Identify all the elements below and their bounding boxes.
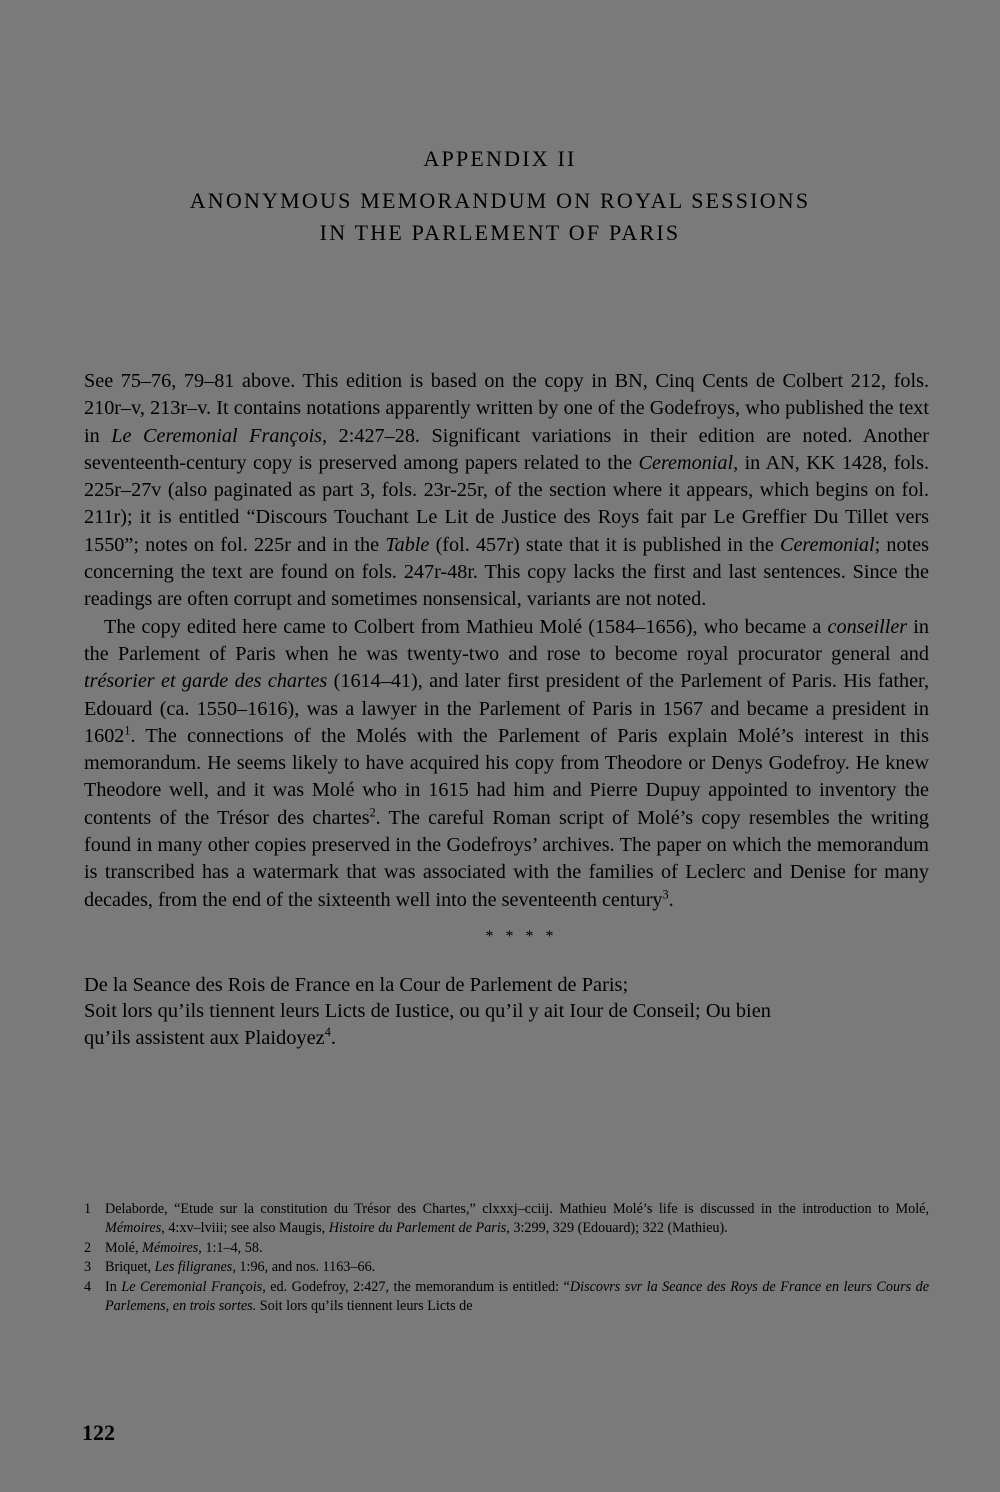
- title-line-1: ANONYMOUS MEMORANDUM ON ROYAL SESSIONS: [189, 188, 811, 213]
- paragraph-1: [84, 368, 929, 614]
- footnote-number: 4: [84, 1278, 92, 1295]
- text-run: .: [668, 888, 674, 911]
- footnote-ref: 2: [369, 805, 376, 820]
- italic-title: Mémoires: [142, 1239, 199, 1256]
- text-run: See 75–76, 79–81 above. This edition is based on the copy in BN, Cinq Cents de Colbert 212, fols. 210r–v, 213r–v. It contains notations apparently written by one of the Godefroys, who published the text in: [84, 370, 929, 447]
- title-line-2: IN THE PARLEMENT OF PARIS: [319, 220, 681, 245]
- italic-title: Table: [385, 533, 430, 556]
- document-title: [84, 972, 929, 1052]
- text-run: Soit lors qu’ils tiennent leurs Licts de: [256, 1298, 473, 1315]
- section-separator: * * * *: [485, 927, 558, 945]
- italic-title: Le Ceremonial François: [121, 1278, 263, 1295]
- footnote-ref: 4: [324, 1025, 331, 1040]
- paragraph-2: [84, 614, 929, 914]
- body-text: [84, 368, 929, 1051]
- page-number: 122: [82, 1420, 115, 1445]
- text-run: , 1:1–4, 58.: [198, 1239, 263, 1256]
- text-run: Molé,: [105, 1239, 143, 1256]
- italic-term: trésorier et garde des chartes: [84, 670, 328, 693]
- text-run: qu’ils assistent aux Plaidoyez: [84, 1026, 325, 1049]
- text-run: (fol. 457r) state that it is published in the: [429, 533, 780, 556]
- italic-title: Histoire du Parlement de Paris: [328, 1220, 507, 1237]
- italic-title: Les filigranes: [154, 1259, 233, 1276]
- text-run: ; notes concerning the text are found on fols. 247r-48r. This copy lacks the first and last sentences. Since the readings are often corrupt and sometimes nonsensical, variants are not noted.: [84, 533, 929, 611]
- footnote: [84, 1239, 929, 1258]
- text-run: . The careful Roman script of Molé’s copy resembles the writing found in many other copies preserved in the Godefroys’ archives. The paper on which the memorandum is transcribed has a watermark that was associated with the families of Leclerc and Denise for many decades, from the end of the sixteenth well into the seventeenth century: [84, 806, 929, 911]
- text-run: , 2:427–28. Significant variations in their edition are noted. Another seventeenth-century copy is preserved among papers related to the: [84, 424, 929, 474]
- text-run: , in AN, KK 1428, fols. 225r–27v (also paginated as part 3, fols. 23r-25r, of the section where it appears, which begins on fol. 211r); it is entitled “Discours Touchant Le Lit de Justice des Roys fait par Le Greffier Du Tillet vers 1550”; notes on fol. 225r and in the: [84, 451, 930, 556]
- italic-title: Mémoires: [105, 1220, 162, 1237]
- text-run: , 4:xv–lviii; see also Maugis,: [161, 1220, 329, 1237]
- text-run: .: [330, 1026, 336, 1049]
- footnote-number: 2: [84, 1239, 92, 1256]
- text-run: , ed. Godefroy, 2:427, the memorandum is entitled: “: [262, 1278, 570, 1295]
- italic-title: Ceremonial: [638, 451, 734, 474]
- italic-title: Ceremonial: [780, 533, 875, 556]
- text-run: Delaborde, “Etude sur la constitution du Trésor des Chartes,” clxxxj–cciij. Mathieu Molé’s life is discussed in the introduction to Molé,: [105, 1201, 929, 1217]
- text-run: , 1:96, and nos. 1163–66.: [232, 1259, 376, 1276]
- footnote-ref: 1: [124, 723, 131, 738]
- footnote: [84, 1258, 929, 1277]
- document-title-line-3: [84, 1025, 929, 1052]
- footnote-ref: 3: [662, 886, 669, 901]
- document-title-line-1: De la Seance des Rois de France en la Cour de Parlement de Paris;: [84, 973, 629, 996]
- text-run: Briquet,: [105, 1259, 155, 1276]
- text-run: (1614–41), and later first president of the Parlement of Paris. His father, Edouard (ca. 1550–1616), was a lawyer in the Parlement of Paris in 1567 and became a president in 1602: [84, 670, 929, 747]
- text-run: . The connections of the Molés with the Parlement of Paris explain Molé’s interest in this memorandum. He seems likely to have acquired his copy from Theodore or Denys Godefroy. He knew Theodore well, and it was Molé who in 1615 had him and Pierre Dupuy appointed to inventory the contents of the Trésor des chartes: [84, 724, 929, 829]
- footnote: [84, 1200, 929, 1239]
- appendix-label: APPENDIX II: [423, 146, 577, 171]
- text-run: , 3:299, 329 (Edouard); 322 (Mathieu).: [506, 1220, 728, 1237]
- italic-title: Discovrs svr la Seance des Roys de France en leurs Cours de Parlemens, en trois sortes.: [105, 1278, 929, 1315]
- footnotes: [84, 1200, 929, 1316]
- footnote-number: 3: [84, 1259, 92, 1276]
- text-run: in the Parlement of Paris when he was twenty-two and rose to become royal procurator general and: [84, 615, 929, 665]
- text-run: The copy edited here came to Colbert from Mathieu Molé (1584–1656), who became a: [104, 615, 828, 638]
- document-title-line-2: Soit lors qu’ils tiennent leurs Licts de Iustice, ou qu’il y ait Iour de Conseil; Ou bien: [84, 1000, 771, 1023]
- footnote: [84, 1278, 929, 1317]
- italic-title: Le Ceremonial François: [111, 424, 323, 447]
- text-run: In: [105, 1278, 122, 1295]
- italic-term: conseiller: [827, 615, 908, 638]
- footnote-number: 1: [84, 1201, 92, 1217]
